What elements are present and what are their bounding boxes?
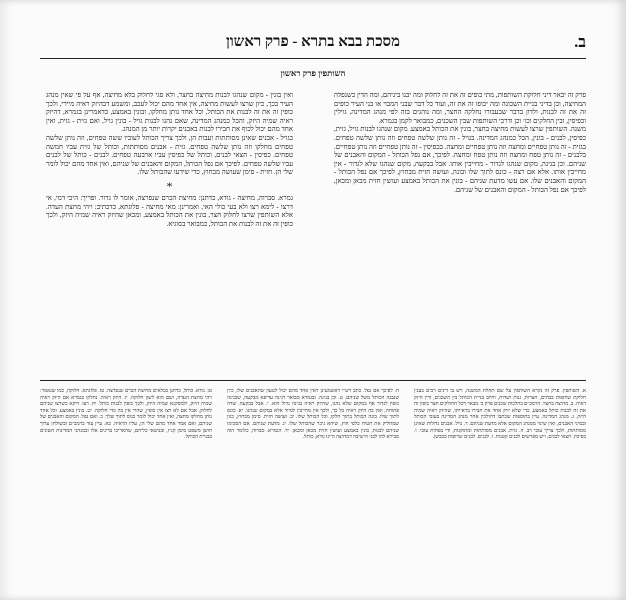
footnote-text: א. השותפין. פרק זה נקרא השותפין על שם תחלת המשנה, ויש בו דינים רבים בענין חלוקת שותפות בבתים, חצרות, גנות ושדות, וחיוב בניית הכותל בין השכנים, ודין היזק ראיה. ב. מחיצה בחצר. הרמב״ם בהלכות שכנים פרק ב׳ מבאר דכל החולקים חצר כופין זה את זה לבנות כותל באמצע, כדי שלא יזיק אחד את חבירו בראייתו, שהיזק ראיה שמיה היזק. ג. מנהג המדינה. עיין בתוספות שכתבו דהולכין אחר מנהג המדינה בעובי הכותל ובמיני האבנים, ואין שינוי ממנהג המקום אלא מדעת שניהם. ד. גויל. אבנים גדולות שאינן מסותתות, ולכך צריך עובי רב. ה. גזית. אבנים מסותתות ומתוקנות, ודי בפחות עובי. ו. כפיסין. חצאי לבנים, ויש מפרשים לבנים קטנות. ז. לבנים. לבנים שרופות בכבשן. (414, 388, 586, 441)
footnote-column-middle (227, 388, 399, 600)
main-text-column-left (46, 92, 293, 372)
commentary-paragraph: בגויל - אבנים שאינן מסותתות ועבות הן, ולכך צריך הכותל לעוביו ששה טפחים, וזה נותן שלשה טפחים מחלקו וזה נותן שלשה טפחים. גזית - אבנים מסותתות, וכותל של גזית עביו חמשה טפחים. כפיסין - חצאי לבנים, וכותל של כפיסין עביו ארבעה טפחים. לבנים - כותל של לבנים עביו שלשה טפחים. לפיכך אם נפל הכותל, המקום והאבנים של שניהם, ואין אחד מהם יכול לומר שלי הן. חזית - סימן שעושה מבחוץ, כדי שידעו שהכותל שלו. (46, 134, 293, 177)
running-header (40, 34, 586, 56)
book-title: מסכת בבא בתרא - פרק ראשון (226, 34, 400, 50)
chapter-title: השותפין פרק ראשון (280, 68, 346, 78)
main-text-column-right (334, 92, 586, 318)
section-divider-asterisk: * (166, 178, 173, 193)
footnote-rule (40, 380, 586, 381)
header-rule (40, 58, 586, 59)
footnote-column-right (414, 388, 586, 600)
footnote-text: ח. לפיכך אם נפל. כתב רש״י דאשמעינן דאין אחד מהם יכול לטעון שהאבנים שלו, כיון שנבנה הכותל משל שניהם. ט. וכן בגינה. ובגמרא מבואר דגינה עדיפא מבקעה, שבגינה כופין לגדור אף במקום שלא נהגו, שהיזק ראיה בגינה גדול הוא. י. אבל בבקעה. שדה פתוחה, ואין בה היזק ראיה כל כך, ולכך אין מחייבין לגדור אלא במקום שנהגו. יא. כונס לתוך שלו. בונה הכותל בתוך חלקו, וכל הכותל שלו. יב. ועושה חזית. סימן מבחוץ, כגון שמחליק את הטיח כלפי חוץ, שיהא ניכר שהכותל שלו. יג. מדעת שניהם. אם הסכימו שניהם לבנות, בונין באמצע ועושין חזית מכאן ומכאן. יד. הגמרא. סברוה, כלומר הוה סבירא להו לבני הישיבה דמחיצה היינו גודא, כותל. (227, 388, 399, 441)
intro-paragraph: פרק זה יבאר דיני חלוקת השותפות, מתי כופים זה את זה לחלוק ומה יבנו ביניהם, ומה הדין כשנפלה המחיצה, וכן בדיני בניית השכונה ומה יכופו זה את זה, ועוד כל דבר שבני המבוי או בני העיר כופים זה את זה לבנות, ולדון בדבר שבעבורו נחלקה החצר, ומה נוהגים בזה לפי מנהג המדינה, גוילין וכפיסין, ובין החלקים וכו׳ וכן ודרכי השותפות שבין השכנים, כמבואר לקמן בגמרא. (334, 92, 586, 125)
page-number: ב. (574, 34, 586, 51)
commentary-paragraph: ואין בונין - מקום שנהגו לבנות מחיצה בחצר, ולא סגי לחלוק בלא מחיצה, אף על פי שאין מנהג העיר בכך, כיון שרצו לעשות מחיצה, אין אחד מהם יכול לעכב, ומשמע דבהיזק ראיה מיירי, ולכך כופין זה את זה לבנות את הכותל, וכל אחד נותן מחלקו, ובונין באמצע, כדאמרינן בגמרא, דהיזק ראיה שמיה היזק, והכל כמנהג המדינה, שאם נהגו לבנות גויל - בונין גויל, ואם גזית - גזית, ואין אחד מהם יכול לכוף את חבירו לבנות באבנים יקרות יותר מן המנהג. (46, 92, 293, 134)
footnote-column-left (40, 388, 212, 600)
gemara-paragraph: גמרא. סברוה, מחיצה - גודא, כדתנן: מחיצת הכרם שנפרצה, אומר לו גדור. ופריך: היכי דמי, אי דרצו - לימא רצו ולא בעי כולי האי, ואמרינן: מאי מחיצה - פלוגתא, כדכתיב: ויהי מחצת העדה. אלא השותפין שרצו לחלוק חצר, בונין את הכותל באמצע, ומכאן שהיזק ראיה שמיה היזק, ולכך כופין זה את זה לבנות את הכותל, כמבואר בסוגיא. (46, 194, 293, 228)
mishnah-paragraph: משנה. השותפין שרצו לעשות מחיצה בחצר, בונין את הכותל באמצע. מקום שנהגו לבנות גויל, גזית, כפיסין, לבנים - בונין, הכל כמנהג המדינה. בגויל - זה נותן שלשה טפחים וזה נותן שלשה טפחים. בגזית - זה נותן טפחיים ומחצה וזה נותן טפחיים ומחצה. בכפיסין - זה נותן טפחיים וזה נותן טפחיים. בלבנים - זה נותן טפח ומחצה וזה נותן טפח ומחצה. לפיכך, אם נפל הכותל - המקום והאבנים של שניהם. וכן בגינה, מקום שנהגו לגדור - מחייבין אותו. אבל בבקעה, מקום שנהגו שלא לגדור - אין מחייבין אותו. אלא אם רצה - כונס לתוך שלו ובונה, ועושה חזית מבחוץ, לפיכך אם נפל הכותל - המקום והאבנים שלו. אם עשו מדעת שניהם - בונין את הכותל באמצע ועושין חזית מכאן ומכאן, לפיכך אם נפל הכותל - המקום והאבנים של שניהם. (334, 126, 586, 194)
footnote-text: טו. גודא. כותל, כדתנן בכלאים מחיצת הכרם שנפרצה. טז. פלוגתא. חלוקה, כמו שנאמר: ויהי מחצת העדה, ושם הוא לשון חלוקה. יז. היזק ראיה. נחלקו בגמרא אם היזק ראיה שמיה היזק, ולמסקנא שמיה היזק, ולכך כופין לבנות כותל. יח. רצו. דוקא כשרצו שניהם לחלוק, אבל אם לא רצו אין כופין, שהרי אין בה כדי חלוקה. יט. בונין באמצע. וכל אחד נותן מחלקו מחצה, ואין אחד יכול לומר כנוס לתוך שלך. כ. ואם נפל. המקום והאבנים של שניהם, ואם אמר אחד מהם שלי הן, עליו הראיה. כא. עיין עוד ברמב״ם ובשולחן ערוך חושן משפט סימן קנ״ז, ובנושאי כליהם, שהאריכו בדינים אלו ובמנהגי המדינות השונים בבניית הכותל. (40, 388, 212, 441)
